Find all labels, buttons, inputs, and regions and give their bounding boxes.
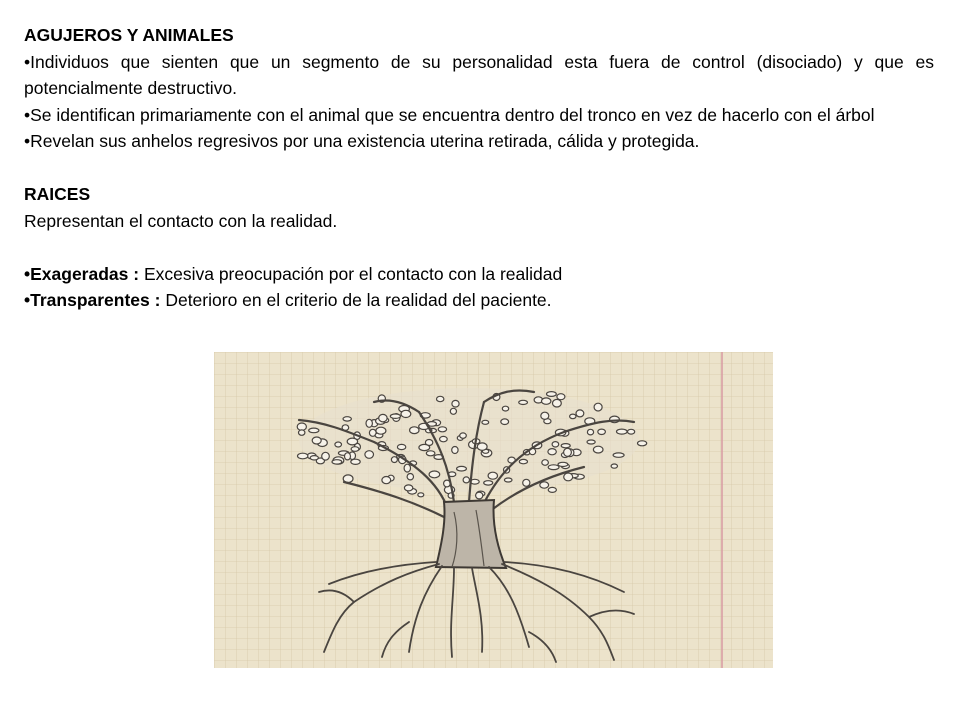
leaf-mark (587, 440, 595, 444)
leaf-mark (541, 412, 549, 419)
leaf-mark (322, 452, 330, 460)
leaf-mark (484, 481, 493, 485)
leaf-mark (397, 444, 405, 449)
leaf-mark (310, 456, 318, 460)
leaf-mark (297, 423, 306, 430)
leaf-mark (309, 428, 319, 433)
leaf-mark (547, 392, 557, 397)
leaf-mark (376, 427, 386, 434)
item-desc: Deterioro en el criterio de la realidad del paciente. (165, 290, 552, 310)
leaf-mark (564, 448, 572, 456)
leaf-mark (611, 464, 617, 468)
leaf-mark (587, 429, 593, 435)
leaf-mark (437, 396, 444, 401)
leaf-mark (488, 472, 497, 479)
leaf-mark (540, 482, 549, 488)
leaf-mark (552, 442, 559, 447)
leaf-mark (628, 429, 635, 434)
spacer (24, 155, 934, 182)
spacer (24, 234, 934, 261)
leaf-mark (404, 464, 410, 472)
raices-intro: Representan el contacto con la realidad. (24, 210, 338, 231)
leaf-mark (452, 447, 458, 454)
leaf-mark (426, 451, 435, 456)
leaf-mark (519, 459, 527, 463)
leaf-mark (463, 477, 469, 483)
leaf-mark (502, 406, 508, 411)
tree-drawing-image (214, 352, 773, 668)
leaf-mark (312, 437, 321, 444)
section-heading-raices: RAICES (24, 184, 91, 204)
leaf-mark (638, 441, 647, 446)
leaf-mark (438, 427, 446, 432)
bullet-2: •Se identifican primariamente con el animal que se encuentra dentro del tronco en vez de hacerlo con el árbol (24, 104, 875, 125)
leaf-mark (548, 449, 556, 455)
bullet-1: •Individuos que sienten que un segmento de su personalidad esta fuera de control (disociado) y que es potencialmente destructivo. (24, 51, 934, 98)
leaf-mark (598, 429, 606, 434)
leaf-mark (379, 414, 387, 421)
leaf-mark (617, 429, 628, 434)
item-transparentes (24, 287, 934, 314)
leaf-mark (299, 430, 305, 435)
leaf-mark (343, 417, 351, 421)
leaf-mark (450, 408, 456, 414)
leaf-mark (542, 398, 551, 404)
leaf-mark (504, 478, 512, 482)
leaf-mark (429, 471, 440, 478)
leaf-mark (401, 410, 411, 417)
leaf-mark (345, 453, 351, 460)
leaf-mark (457, 466, 467, 471)
item-term: •Exageradas : (24, 263, 144, 284)
leaf-mark (382, 477, 391, 484)
leaf-mark (557, 394, 565, 400)
leaf-mark (365, 451, 374, 459)
leaf-mark (391, 457, 397, 463)
leaf-mark (553, 399, 562, 407)
leaf-mark (460, 433, 467, 438)
leaf-mark (351, 447, 359, 452)
leaf-mark (613, 453, 624, 457)
leaf-mark (404, 485, 412, 491)
section-heading-agujeros: AGUJEROS Y ANIMALES (24, 25, 234, 45)
item-exageradas (24, 261, 934, 288)
leaf-mark (418, 493, 424, 497)
leaf-mark (561, 444, 570, 448)
leaf-mark (542, 460, 549, 466)
leaf-mark (576, 410, 584, 417)
leaf-mark (564, 473, 573, 481)
leaf-mark (407, 474, 413, 480)
leaf-mark (501, 419, 509, 425)
item-desc: Excesiva preocupación por el contacto con la realidad (143, 263, 563, 284)
leaf-mark (366, 419, 372, 427)
bullet-3: •Revelan sus anhelos regresivos por una existencia uterina retirada, cálida y protegida. (24, 131, 700, 151)
leaf-mark (558, 462, 568, 466)
leaf-mark (390, 414, 400, 418)
leaf-mark (332, 460, 342, 464)
leaf-mark (482, 420, 489, 424)
leaf-mark (523, 479, 530, 486)
slide-text (24, 22, 934, 314)
leaf-mark (335, 442, 342, 447)
leaf-mark (570, 414, 576, 419)
leaf-mark (347, 438, 357, 445)
leaf-mark (440, 436, 448, 441)
leaf-mark (476, 492, 483, 499)
leaf-mark (452, 400, 459, 407)
leaf-mark (548, 465, 559, 470)
tree-with-roots-drawing-icon (214, 352, 773, 668)
leaf-mark (548, 487, 556, 492)
leaf-mark (594, 403, 602, 411)
leaf-mark (593, 446, 603, 453)
leaf-mark (410, 427, 419, 434)
leaf-mark (298, 453, 308, 459)
leaf-mark (519, 400, 528, 404)
leaf-mark (419, 444, 430, 450)
leaf-mark (351, 459, 360, 464)
item-term: •Transparentes : (24, 290, 166, 310)
